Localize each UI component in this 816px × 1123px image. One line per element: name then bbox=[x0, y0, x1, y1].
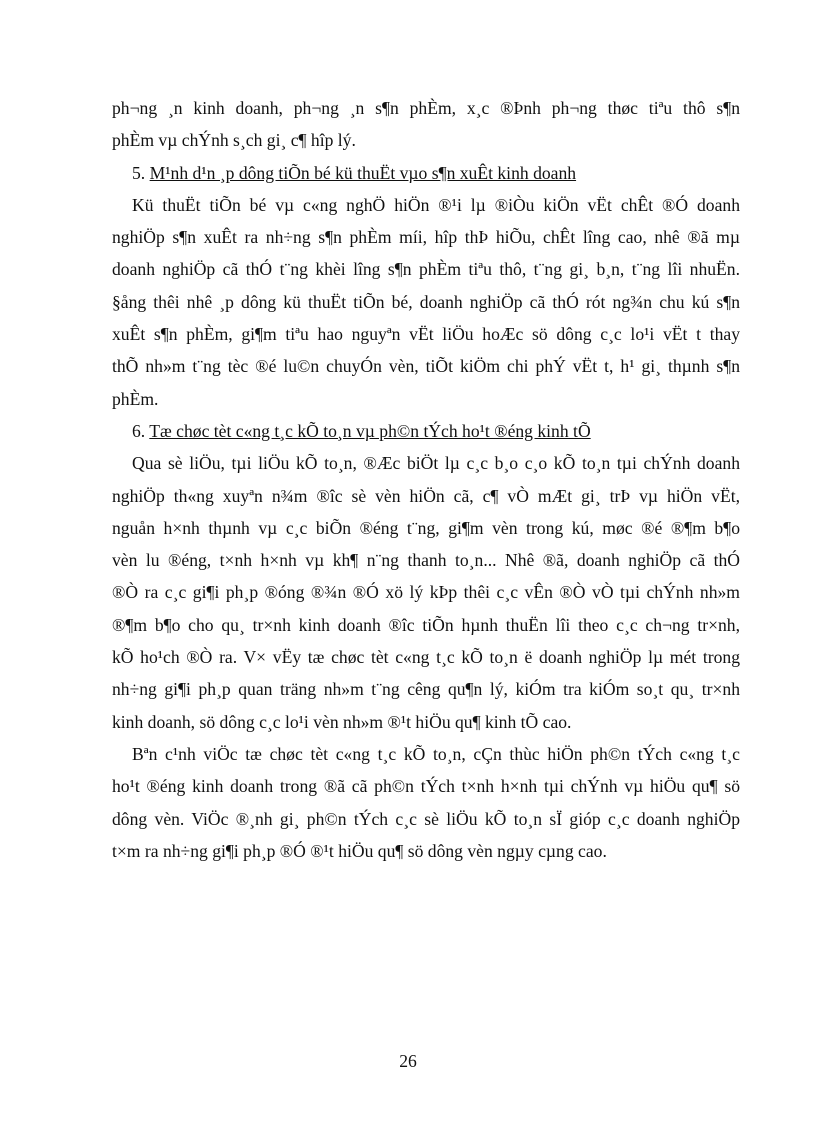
section-heading-5 bbox=[112, 157, 740, 189]
text-line: nghiÖp th«ng xuyªn n¾m ®îc sè vèn hiÖn cã, c¶ vÒ mÆt gi¸ trÞ vµ hiÖn vËt, bbox=[112, 485, 740, 506]
page-number: 26 bbox=[399, 1051, 417, 1071]
text-line: t×m ra nh÷ng gi¶i ph¸p ®Ó ®¹t hiÖu qu¶ sö dông vèn ngµy cµng cao. bbox=[112, 840, 607, 861]
text-line: nguån h×nh thµnh vµ c¸c biÕn ®éng t¨ng, gi¶m vèn trong kú, møc ®é ®¶m b¶o bbox=[112, 517, 740, 538]
text-line: kinh doanh, sö dông c¸c lo¹i vèn nh»m ®¹t hiÖu qu¶ kinh tÕ cao. bbox=[112, 711, 572, 732]
document-page bbox=[112, 92, 740, 867]
text-line: Kü thuËt tiÕn bé vµ c«ng nghÖ hiÖn ®¹i lµ ®iÒu kiÖn vËt chÊt ®Ó doanh bbox=[132, 194, 740, 215]
text-line: Bªn c¹nh viÖc tæ chøc tèt c«ng t¸c kÕ to¸n, cÇn thùc hiÖn ph©n tÝch c«ng t¸c bbox=[132, 743, 740, 764]
paragraph-analysis bbox=[112, 738, 740, 867]
paragraph-technology bbox=[112, 189, 740, 415]
text-line: dông vèn. ViÖc ®¸nh gi¸ ph©n tÝch c¸c sè liÖu kÕ to¸n sÏ gióp c¸c doanh nghiÖp bbox=[112, 808, 740, 829]
heading-title: Tæ chøc tèt c«ng t¸c kÕ to¸n vµ ph©n tÝch ho¹t ®éng kinh tÕ bbox=[149, 420, 591, 441]
section-heading-6 bbox=[112, 415, 740, 447]
text-line: §ång thêi nhê ¸p dông kü thuËt tiÕn bé, doanh nghiÖp cã thÓ rót ng¾n chu kú s¶n bbox=[112, 291, 740, 312]
heading-number: 5. bbox=[132, 162, 146, 183]
text-line: vèn lu ®éng, t×nh h×nh vµ kh¶ n¨ng thanh to¸n... Nhê ®ã, doanh nghiÖp cã thÓ bbox=[112, 550, 740, 571]
text-line: thÕ nh»m t¨ng tèc ®é lu©n chuyÓn vèn, tiÕt kiÖm chi phÝ vËt t, h¹ gi¸ thµnh s¶n bbox=[112, 356, 740, 377]
text-line: nghiÖp s¶n xuÊt ra nh÷ng s¶n phÈm míi, hîp thÞ hiÕu, chÊt lîng cao, nhê ®ã mµ bbox=[112, 227, 740, 248]
text-line: phÈm vµ chÝnh s¸ch gi¸ c¶ hîp lý. bbox=[112, 130, 356, 151]
text-line: kÕ ho¹ch ®Ò ra. V× vËy tæ chøc tèt c«ng t¸c kÕ to¸n ë doanh nghiÖp lµ mét trong bbox=[112, 647, 740, 668]
text-line: ho¹t ®éng kinh doanh trong ®ã cã ph©n tÝch t×nh h×nh tµi chÝnh vµ hiÖu qu¶ sö bbox=[112, 776, 740, 797]
text-line: ®Ò ra c¸c gi¶i ph¸p ®óng ®¾n ®Ó xö lý kÞp thêi c¸c vÊn ®Ò vÒ tµi chÝnh nh»m bbox=[112, 582, 740, 603]
text-line: Qua sè liÖu, tµi liÖu kÕ to¸n, ®Æc biÖt lµ c¸c b¸o c¸o kÕ to¸n tµi chÝnh doanh bbox=[132, 453, 740, 474]
text-line: xuÊt s¶n phÈm, gi¶m tiªu hao nguyªn vËt liÖu hoÆc sö dông c¸c lo¹i vËt t thay bbox=[112, 324, 740, 345]
paragraph-accounting bbox=[112, 447, 740, 738]
text-line: ph¬ng ¸n kinh doanh, ph¬ng ¸n s¶n phÈm, x¸c ®Þnh ph¬ng thøc tiªu thô s¶n bbox=[112, 98, 740, 118]
text-line: doanh nghiÖp cã thÓ t¨ng khèi lîng s¶n phÈm tiªu thô, t¨ng gi¸ b¸n, t¨ng lîi nhuËn. bbox=[112, 259, 740, 280]
heading-title: M¹nh d¹n ¸p dông tiÕn bé kü thuËt vµo s¶n xuÊt kinh doanh bbox=[149, 162, 577, 183]
text-line: ®¶m b¶o cho qu¸ tr×nh kinh doanh ®îc tiÕn hµnh thuËn lîi theo c¸c ch¬ng tr×nh, bbox=[112, 614, 740, 635]
paragraph-continued bbox=[112, 92, 740, 157]
text-line: phÈm. bbox=[112, 388, 159, 409]
text-line: nh÷ng gi¶i ph¸p quan träng nh»m t¨ng cêng qu¶n lý, kiÓm tra kiÓm so¸t qu¸ tr×nh bbox=[112, 679, 740, 700]
heading-number: 6. bbox=[132, 420, 146, 441]
